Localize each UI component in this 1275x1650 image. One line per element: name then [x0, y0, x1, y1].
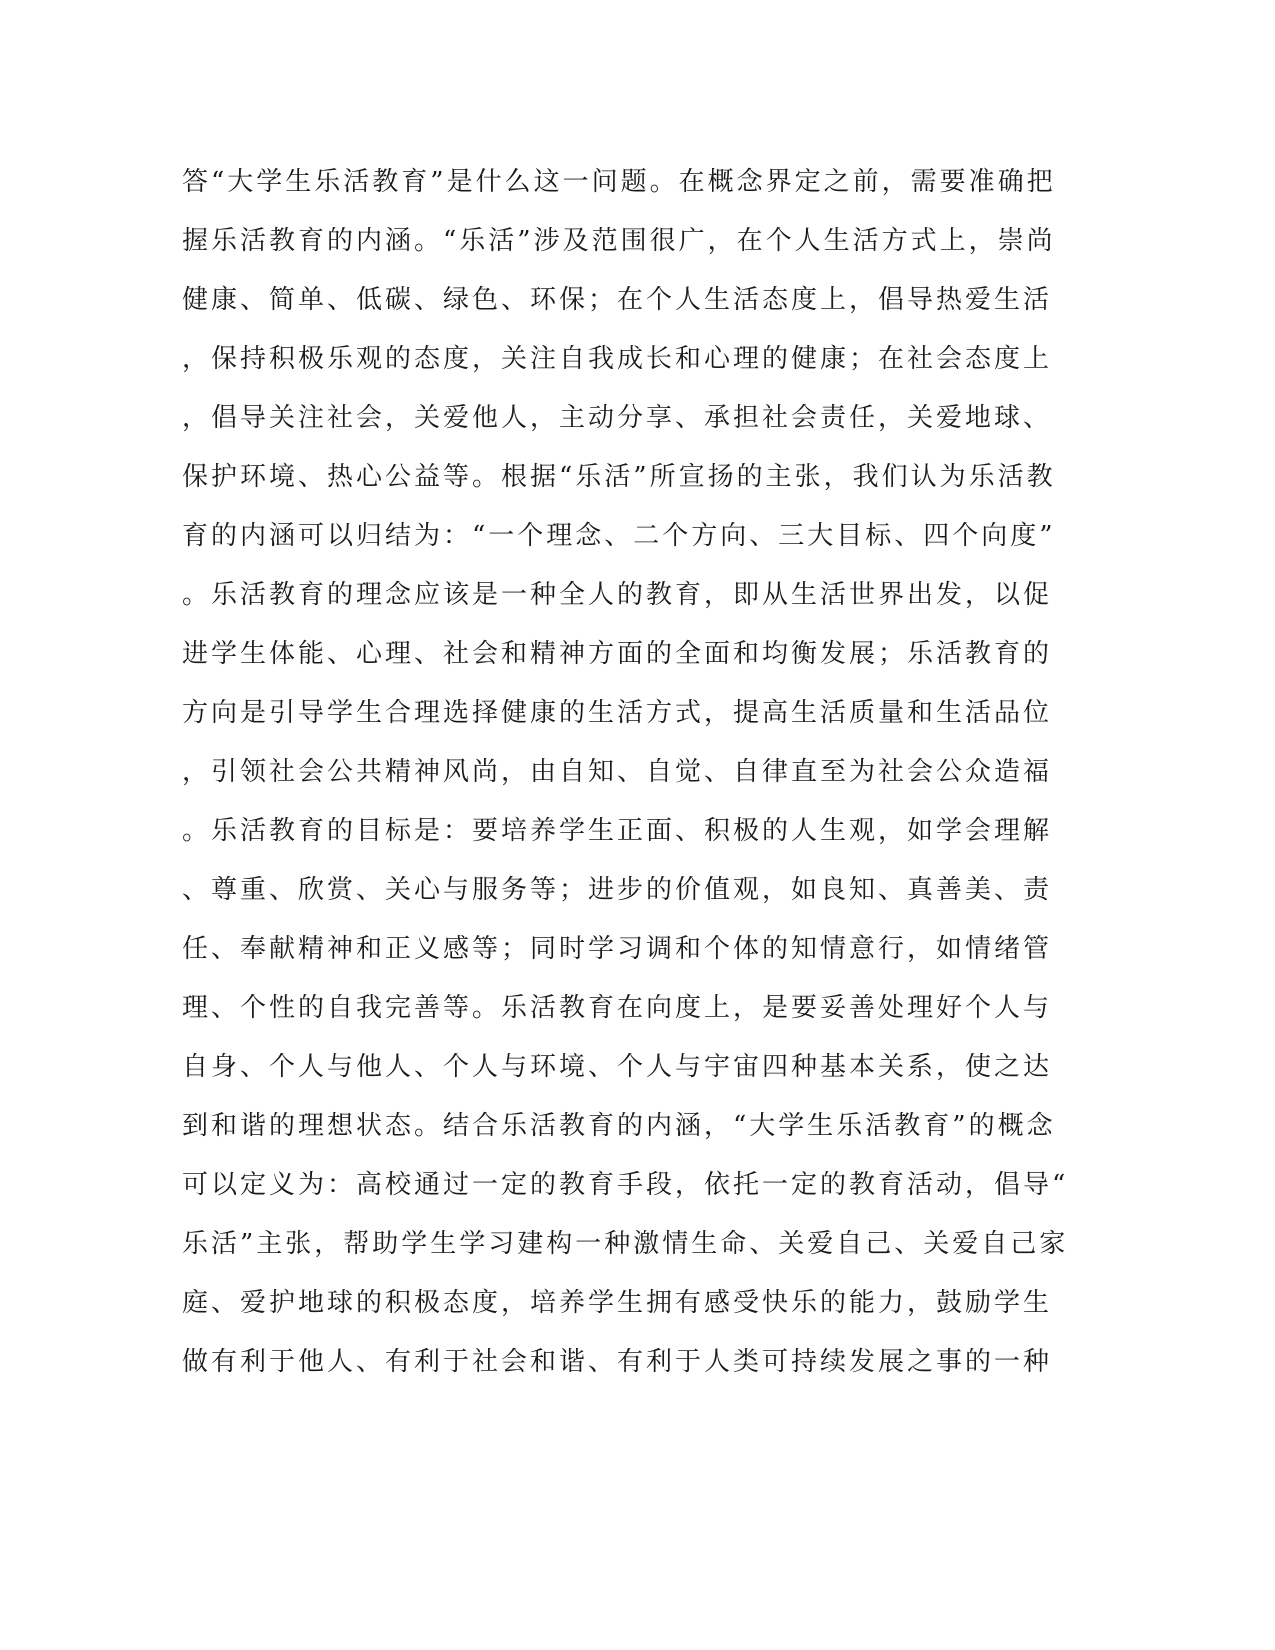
text-line: 庭、爱护地球的积极态度，培养学生拥有感受快乐的能力，鼓励学生	[182, 1288, 1053, 1318]
text-line: 健康、简单、低碳、绿色、环保；在个人生活态度上，倡导热爱生活	[182, 285, 1053, 315]
text-line: ，引领社会公共精神风尚，由自知、自觉、自律直至为社会公众造福	[182, 757, 1053, 787]
text-line: 做有利于他人、有利于社会和谐、有利于人类可持续发展之事的一种	[182, 1347, 1053, 1377]
text-line: 可以定义为：高校通过一定的教育手段，依托一定的教育活动，倡导“	[182, 1170, 1069, 1200]
text-line: ，保持积极乐观的态度，关注自我成长和心理的健康；在社会态度上	[182, 344, 1053, 374]
text-line: 。乐活教育的理念应该是一种全人的教育，即从生活世界出发，以促	[182, 580, 1053, 610]
text-line: 任、奉献精神和正义感等；同时学习调和个体的知情意行，如情绪管	[182, 934, 1053, 964]
text-line: 保护环境、热心公益等。根据“乐活”所宣扬的主张，我们认为乐活教	[182, 462, 1056, 492]
body-text	[182, 158, 1082, 1397]
text-line: 到和谐的理想状态。结合乐活教育的内涵，“大学生乐活教育”的概念	[182, 1111, 1056, 1141]
text-line: 乐活”主张，帮助学生学习建构一种激情生命、关爱自己、关爱自己家	[182, 1229, 1069, 1259]
text-line: 育的内涵可以归结为：“一个理念、二个方向、三大目标、四个向度”	[182, 521, 1056, 551]
text-line: 理、个性的自我完善等。乐活教育在向度上，是要妥善处理好个人与	[182, 993, 1053, 1023]
text-line: 握乐活教育的内涵。“乐活”涉及范围很广，在个人生活方式上，崇尚	[182, 226, 1056, 256]
text-line: 答“大学生乐活教育”是什么这一问题。在概念界定之前，需要准确把	[182, 167, 1056, 197]
text-line: 。乐活教育的目标是：要培养学生正面、积极的人生观，如学会理解	[182, 816, 1053, 846]
text-line: 自身、个人与他人、个人与环境、个人与宇宙四种基本关系，使之达	[182, 1052, 1053, 1082]
text-line: ，倡导关注社会，关爱他人，主动分享、承担社会责任，关爱地球、	[182, 403, 1053, 433]
text-line: 、尊重、欣赏、关心与服务等；进步的价值观，如良知、真善美、责	[182, 875, 1053, 905]
text-line: 方向是引导学生合理选择健康的生活方式，提高生活质量和生活品位	[182, 698, 1053, 728]
text-line: 进学生体能、心理、社会和精神方面的全面和均衡发展；乐活教育的	[182, 639, 1053, 669]
